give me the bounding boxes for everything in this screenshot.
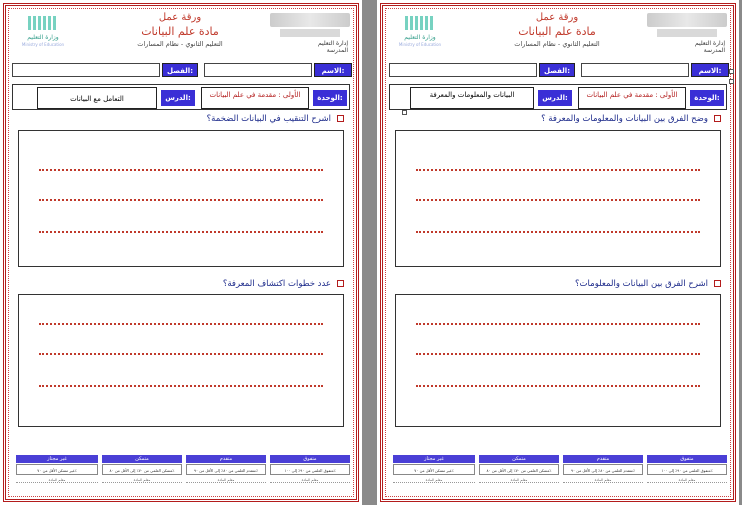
- moe-name: وزارة التعليم: [27, 34, 59, 41]
- question-1: [207, 114, 344, 124]
- admin-info: [318, 40, 348, 54]
- rubric-col-4: غير مجتاز: [16, 455, 98, 463]
- class-label: الفصل:: [162, 63, 198, 77]
- kingdom-logo: [647, 13, 727, 27]
- class-field[interactable]: [389, 63, 537, 77]
- checkbox-icon[interactable]: [337, 115, 344, 122]
- lesson-value: التعامل مع البيانات: [37, 87, 157, 109]
- name-label: الاسم:: [314, 63, 352, 77]
- text-anchor-icon: [402, 110, 407, 115]
- rubric-cell: متقدم العلمي من ٨٠٪ إلى الأقل من ٩٠٪: [186, 464, 266, 475]
- subject-title: مادة علم البيانات: [141, 25, 219, 38]
- answer-line: [39, 323, 323, 325]
- school-line: المدرسة: [703, 47, 725, 54]
- question-text: عدد خطوات اكتشاف المعرفة؟: [222, 279, 331, 289]
- answer-line: [39, 353, 323, 355]
- moe-logo-icon: [405, 16, 435, 30]
- lesson-label: الدرس:: [538, 90, 572, 106]
- worksheet-title: ورقة عمل: [158, 12, 202, 23]
- unit-value: الأولى : مقدمة في علم البيانات: [201, 87, 309, 109]
- rubric-col-2: متقدم: [186, 455, 266, 463]
- rubric-cell: متمكن العلمي من ٧٠٪ إلى الأقل من ٨٠٪: [102, 464, 182, 475]
- rubric-teacher: معلم المادة: [393, 477, 475, 483]
- answer-line: [416, 231, 700, 233]
- kingdom-logo-sub: [280, 29, 340, 37]
- rubric-cell: متقدم العلمي من ٨٠٪ إلى الأقل من ٩٠٪: [563, 464, 643, 475]
- checkbox-icon[interactable]: [337, 280, 344, 287]
- header: [377, 10, 739, 60]
- answer-box-1[interactable]: [18, 130, 344, 267]
- question-2: [223, 279, 344, 289]
- unit-value: الأولى : مقدمة في علم البيانات: [578, 87, 686, 109]
- rubric-col-1: متفوق: [647, 455, 727, 463]
- checkbox-icon[interactable]: [714, 280, 721, 287]
- answer-line: [416, 323, 700, 325]
- rubric-teacher: معلم المادة: [102, 477, 182, 483]
- name-row: [10, 63, 352, 79]
- admin-line: إدارة التعليم: [318, 40, 348, 47]
- name-field[interactable]: [204, 63, 312, 77]
- subject-title: مادة علم البيانات: [518, 25, 596, 38]
- worksheet-page-2: [377, 0, 739, 505]
- admin-line: إدارة التعليم: [695, 40, 725, 47]
- rubric-footer: [389, 455, 727, 487]
- rubric-teacher: معلم المادة: [270, 477, 350, 483]
- rubric-cell: متفوق العلمي من ٩٠٪ إلى ١٠٠٪: [270, 464, 350, 475]
- rubric-teacher: معلم المادة: [186, 477, 266, 483]
- question-1: [541, 114, 721, 124]
- rubric-teacher: معلم المادة: [16, 477, 98, 483]
- moe-name-en: Ministry of Education: [21, 42, 65, 47]
- rubric-cell: غير متمكن الأقل من ٧٠٪: [16, 464, 98, 475]
- moe-name-en: Ministry of Education: [398, 42, 442, 47]
- name-field[interactable]: [581, 63, 689, 77]
- question-text: وضح الفرق بين البيانات والمعلومات والمعرفة ؟: [541, 114, 708, 124]
- lesson-value: البيانات والمعلومات والمعرفة: [410, 87, 534, 109]
- question-text: اشرح الفرق بين البيانات والمعلومات؟: [575, 279, 708, 289]
- moe-logo: [395, 16, 445, 46]
- school-line: المدرسة: [326, 47, 348, 54]
- answer-line: [416, 169, 700, 171]
- scroll-handle-icon[interactable]: [729, 79, 734, 84]
- worksheet-page-1: [0, 0, 362, 505]
- class-field[interactable]: [12, 63, 160, 77]
- rubric-col-2: متقدم: [563, 455, 643, 463]
- rubric-footer: [12, 455, 350, 487]
- answer-box-1[interactable]: [395, 130, 721, 267]
- moe-logo-icon: [28, 16, 58, 30]
- header: [0, 10, 362, 60]
- unit-label: الوحدة:: [313, 90, 347, 106]
- unit-lesson-row: [389, 84, 727, 110]
- lesson-label: الدرس:: [161, 90, 195, 106]
- admin-info: [695, 40, 725, 54]
- moe-logo: [18, 16, 68, 46]
- rubric-teacher: معلم المادة: [647, 477, 727, 483]
- kingdom-logo: [270, 13, 350, 27]
- answer-line: [416, 385, 700, 387]
- unit-label: الوحدة:: [690, 90, 724, 106]
- rubric-teacher: معلم المادة: [563, 477, 643, 483]
- track-title: التعليم الثانوي - نظام المسارات: [514, 40, 600, 48]
- name-label: الاسم:: [691, 63, 729, 77]
- question-2: [575, 279, 721, 289]
- answer-box-2[interactable]: [18, 294, 344, 427]
- class-label: الفصل:: [539, 63, 575, 77]
- kingdom-logo-sub: [657, 29, 717, 37]
- rubric-cell: متفوق العلمي من ٩٠٪ إلى ١٠٠٪: [647, 464, 727, 475]
- answer-line: [416, 199, 700, 201]
- rubric-col-3: متمكن: [102, 455, 182, 463]
- rubric-cell: غير متمكن الأقل من ٧٠٪: [393, 464, 475, 475]
- answer-line: [416, 353, 700, 355]
- track-title: التعليم الثانوي - نظام المسارات: [137, 40, 223, 48]
- unit-lesson-row: [12, 84, 350, 110]
- answer-line: [39, 385, 323, 387]
- scroll-handle-icon[interactable]: [729, 69, 734, 74]
- rubric-col-3: متمكن: [479, 455, 559, 463]
- name-row: [387, 63, 729, 79]
- answer-box-2[interactable]: [395, 294, 721, 427]
- rubric-cell: متمكن العلمي من ٧٠٪ إلى الأقل من ٨٠٪: [479, 464, 559, 475]
- question-text: اشرح التنقيب في البيانات الضخمة؟: [206, 114, 331, 124]
- rubric-col-4: غير مجتاز: [393, 455, 475, 463]
- answer-line: [39, 169, 323, 171]
- worksheet-title: ورقة عمل: [535, 12, 579, 23]
- answer-line: [39, 231, 323, 233]
- rubric-col-1: متفوق: [270, 455, 350, 463]
- moe-name: وزارة التعليم: [404, 34, 436, 41]
- answer-line: [39, 199, 323, 201]
- rubric-teacher: معلم المادة: [479, 477, 559, 483]
- checkbox-icon[interactable]: [714, 115, 721, 122]
